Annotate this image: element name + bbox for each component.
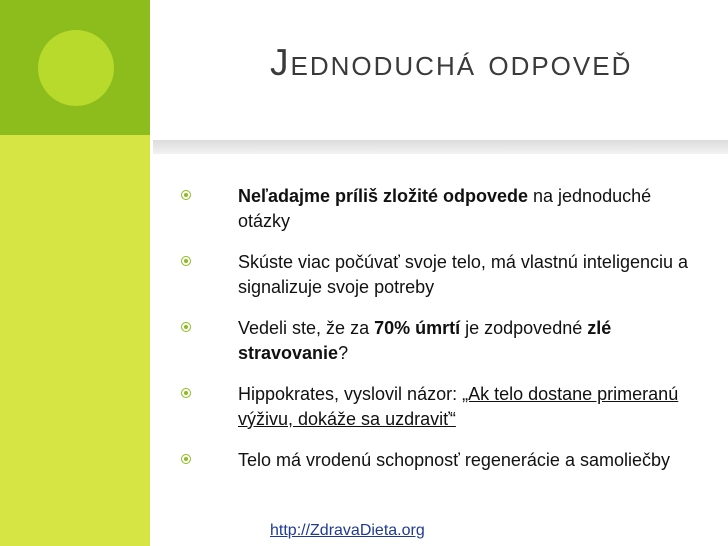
decorative-circle — [38, 30, 114, 106]
bullet-text-part: Vedeli ste, že za — [238, 318, 375, 338]
bullet-text-part: Hippokrates, vyslovil názor: — [238, 384, 463, 404]
bullet-item — [178, 382, 698, 432]
bullet-text-part: ? — [338, 343, 349, 363]
title-separator-band — [153, 140, 728, 154]
circle-bullet-icon — [181, 388, 191, 398]
bullet-text-part: je zodpovedné — [460, 318, 588, 338]
bullet-text-part: „Ak telo dostane primeranú výživu, dokáže sa uzdraviť“ — [238, 384, 679, 429]
bullet-list — [178, 184, 698, 489]
circle-bullet-icon — [181, 322, 191, 332]
slide-title: Jednoduchá odpoveď — [270, 42, 633, 83]
circle-bullet-icon — [181, 256, 191, 266]
bullet-text-part: na jednoduché otázky — [238, 186, 652, 231]
left-accent-bar-bottom — [0, 135, 150, 546]
bullet-text-part: Skúste viac počúvať svoje telo, má vlastnú inteligenciu a signalizuje svoje potreby — [238, 252, 688, 297]
circle-bullet-icon — [181, 454, 191, 464]
bullet-text-part: 70% úmrtí — [374, 318, 461, 338]
bullet-text-part: Telo má vrodenú schopnosť regenerácie a samoliečby — [238, 450, 670, 470]
circle-bullet-icon — [181, 190, 191, 200]
bullet-item — [178, 316, 698, 366]
bullet-text-part: zlé stravovanie — [238, 318, 612, 363]
footer-link[interactable]: http://ZdravaDieta.org — [270, 522, 425, 539]
bullet-text-part: Neľadajme príliš zložité odpovede — [238, 186, 529, 206]
bullet-item — [178, 250, 698, 300]
bullet-item — [178, 448, 698, 473]
bullet-item — [178, 184, 698, 234]
